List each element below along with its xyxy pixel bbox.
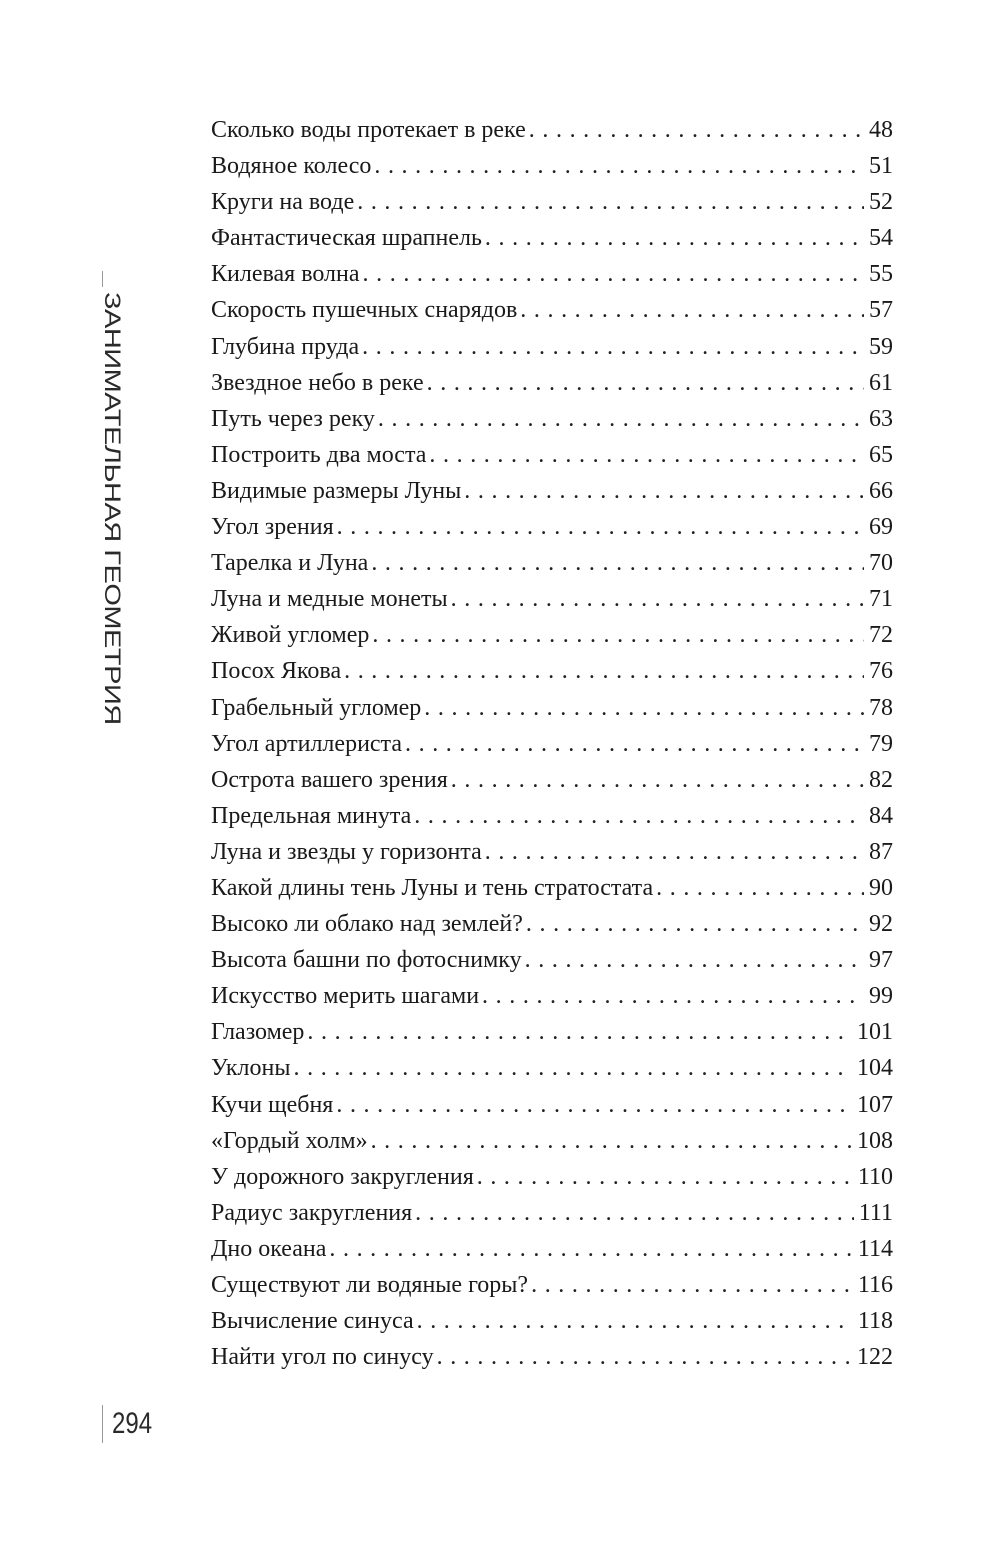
toc-entry-page: 92 [869,911,893,938]
toc-dot-leader [414,798,864,834]
toc-dot-leader [529,112,864,148]
running-title: ЗАНИМАТЕЛЬНАЯ ГЕОМЕТРИЯ [99,292,125,725]
table-of-contents [211,112,893,1375]
toc-entry-page: 61 [869,369,893,396]
toc-entry-title: Глазомер [211,1019,305,1046]
toc-dot-leader [307,1014,852,1050]
toc-entry-page: 116 [857,1272,893,1298]
toc-dot-leader [526,906,864,942]
toc-entry-title: Какой длины тень Луны и тень стратостата [211,874,654,901]
toc-entry-title: Найти угол по синусу [211,1344,434,1371]
toc-entry-page: 76 [869,658,893,685]
toc-dot-leader [337,509,864,545]
toc-dot-leader [417,1303,853,1339]
toc-entry [211,653,893,689]
toc-entry-title: Вычисление синуса [211,1308,414,1335]
toc-dot-leader [344,653,864,689]
toc-entry-title: Кучи щебня [211,1091,334,1118]
toc-entry-title: У дорожного закругления [211,1163,474,1190]
toc-entry [211,220,893,256]
toc-entry-title: Скорость пушечных снарядов [211,297,518,324]
toc-entry-title: Существуют ли водяные горы? [211,1272,529,1298]
toc-dot-leader [451,762,864,798]
toc-dot-leader [656,870,864,906]
toc-entry-page: 70 [869,550,893,577]
toc-entry-page: 65 [869,441,893,468]
toc-entry-page: 78 [869,694,893,721]
toc-entry-page: 51 [869,153,893,180]
toc-entry-page: 63 [869,405,893,432]
toc-entry-title: Посох Якова [211,658,342,685]
toc-entry-title: Луна и медные монеты [211,586,448,613]
toc-entry [211,1123,893,1159]
toc-entry-page: 84 [869,802,893,829]
toc-dot-leader [371,545,864,581]
page-number: 294 [112,1407,153,1440]
toc-entry-title: Радиус закругления [211,1199,413,1226]
toc-entry [211,581,893,617]
toc-entry-title: Уклоны [211,1055,291,1082]
toc-dot-leader [525,942,864,978]
toc-dot-leader [464,473,864,509]
toc-entry [211,1087,893,1123]
toc-dot-leader [371,1123,852,1159]
toc-entry [211,1267,893,1303]
toc-entry-title: Грабельный угломер [211,694,422,721]
toc-dot-leader [482,978,864,1014]
toc-dot-leader [427,365,864,401]
toc-entry [211,365,893,401]
toc-dot-leader [336,1087,852,1123]
folio-rule [102,1405,103,1443]
running-title-rule [102,271,103,287]
toc-entry [211,1339,893,1375]
toc-entry-page: 111 [858,1199,893,1226]
toc-entry-page: 69 [869,514,893,541]
toc-dot-leader [378,401,864,437]
toc-entry-title: Путь через реку [211,405,375,432]
toc-entry-title: Предельная минута [211,802,412,829]
toc-dot-leader [415,1195,854,1231]
toc-dot-leader [294,1050,853,1086]
toc-entry [211,184,893,220]
toc-entry-title: Живой угломер [211,622,370,649]
toc-entry-page: 101 [857,1019,893,1046]
toc-entry-title: Килевая волна [211,261,360,288]
toc-entry [211,545,893,581]
toc-dot-leader [451,581,864,617]
toc-entry-title: Луна и звезды у горизонта [211,838,482,865]
toc-entry-page: 79 [869,730,893,757]
toc-entry-page: 55 [869,261,893,288]
toc-dot-leader [362,329,864,365]
toc-entry-title: Высоко ли облако над землей? [211,911,523,938]
toc-entry-page: 114 [857,1235,893,1262]
toc-entry-title: Видимые размеры Луны [211,477,462,504]
toc-entry [211,617,893,653]
toc-entry-title: Высота башни по фотоснимку [211,947,522,974]
toc-entry [211,1303,893,1339]
toc-entry-title: Звездное небо в реке [211,369,424,396]
toc-entry [211,798,893,834]
toc-dot-leader [357,184,864,220]
toc-entry-title: Глубина пруда [211,333,360,360]
toc-dot-leader [374,148,864,184]
toc-dot-leader [485,220,864,256]
toc-entry [211,256,893,292]
toc-entry-title: Угол зрения [211,514,334,541]
toc-entry-page: 108 [857,1127,893,1154]
toc-entry-title: «Гордый холм» [211,1127,368,1154]
toc-entry [211,112,893,148]
toc-entry-title: Искусство мерить шагами [211,983,480,1010]
toc-entry [211,870,893,906]
toc-entry [211,1050,893,1086]
toc-entry-page: 122 [857,1344,893,1371]
toc-entry-page: 97 [869,947,893,974]
toc-entry-title: Острота вашего зрения [211,766,448,793]
toc-entry-page: 57 [869,297,893,324]
toc-entry-title: Угол артиллериста [211,730,402,757]
toc-entry-page: 110 [857,1163,893,1190]
toc-entry-page: 66 [869,477,893,504]
toc-entry-page: 99 [869,983,893,1010]
toc-entry [211,978,893,1014]
toc-entry [211,148,893,184]
toc-entry-page: 48 [869,117,893,143]
toc-entry [211,509,893,545]
toc-entry [211,1195,893,1231]
toc-dot-leader [477,1159,853,1195]
toc-dot-leader [437,1339,852,1375]
toc-entry-title: Фантастическая шрапнель [211,225,482,252]
toc-entry-page: 82 [869,766,893,793]
toc-entry [211,401,893,437]
toc-entry-page: 87 [869,838,893,865]
toc-entry-title: Построить два моста [211,441,427,468]
toc-entry [211,834,893,870]
toc-entry [211,1231,893,1267]
toc-entry [211,1014,893,1050]
toc-dot-leader [485,834,864,870]
toc-entry-page: 107 [857,1091,893,1118]
toc-entry-page: 72 [869,622,893,649]
toc-dot-leader [372,617,864,653]
toc-dot-leader [520,292,864,328]
toc-entry-page: 71 [869,586,893,613]
toc-entry [211,292,893,328]
toc-entry [211,329,893,365]
toc-entry-title: Водяное колесо [211,153,372,180]
toc-entry [211,726,893,762]
toc-dot-leader [405,726,864,762]
toc-dot-leader [329,1231,853,1267]
toc-entry-page: 90 [869,874,893,901]
toc-dot-leader [363,256,864,292]
toc-entry [211,906,893,942]
toc-entry [211,942,893,978]
toc-entry [211,690,893,726]
toc-entry [211,437,893,473]
toc-entry-page: 54 [869,225,893,252]
toc-entry-page: 52 [869,189,893,216]
toc-entry-title: Дно океана [211,1235,327,1262]
toc-entry-title: Круги на воде [211,189,355,216]
toc-entry [211,473,893,509]
toc-entry-title: Сколько воды протекает в реке [211,117,526,143]
toc-entry [211,762,893,798]
toc-entry-title: Тарелка и Луна [211,550,369,577]
toc-entry-page: 104 [857,1055,893,1082]
toc-entry [211,1159,893,1195]
toc-dot-leader [429,437,864,473]
toc-entry-page: 118 [857,1308,893,1335]
toc-entry-page: 59 [869,333,893,360]
toc-dot-leader [531,1267,853,1303]
toc-dot-leader [424,690,864,726]
